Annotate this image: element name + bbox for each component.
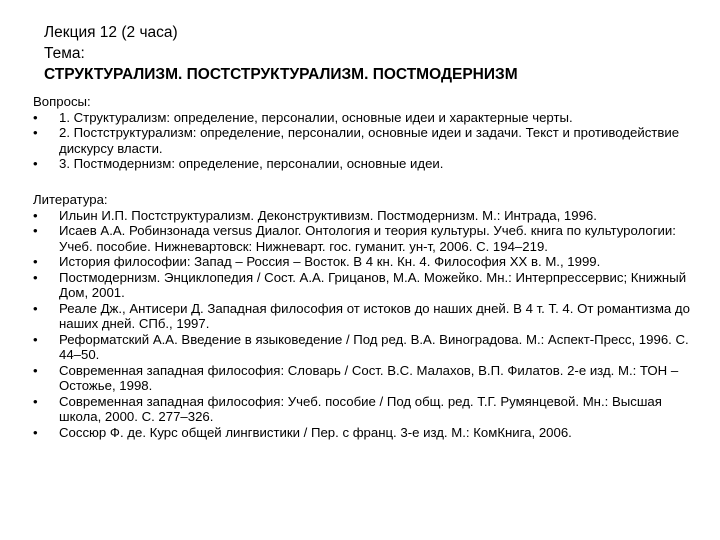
bullet-icon: • — [33, 254, 38, 269]
literature-text: Реале Дж., Антисери Д. Западная философия от истоков до наших дней. В 4 т. Т. 4. От романтизма до наших дней. СПб., 1997. — [59, 300, 690, 331]
question-item — [33, 156, 693, 172]
literature-text: Соссюр Ф. де. Курс общей лингвистики / Пер. с франц. 3-е изд. М.: КомКнига, 2006. — [59, 424, 572, 440]
bullet-icon: • — [33, 362, 38, 378]
question-item — [33, 125, 693, 156]
literature-item — [33, 223, 698, 254]
literature-text: Современная западная философия: Учеб. пособие / Под общ. ред. Т.Г. Румянцевой. Мн.: Высшая школа, 2000. С. 277–326. — [59, 393, 662, 424]
lecture-label: Лекция 12 (2 часа) — [44, 24, 178, 41]
bullet-icon: • — [33, 269, 38, 285]
questions-section — [33, 94, 693, 172]
question-text: 1. Структурализм: определение, персоналии, основные идеи и характерные черты. — [59, 109, 573, 125]
literature-text: Постмодернизм. Энциклопедия / Сост. А.А. Грицанов, М.А. Можейко. Мн.: Интерпрессервис; Книжный Дом, 2001. — [59, 269, 687, 300]
literature-text: Современная западная философия: Словарь / Сост. В.С. Малахов, В.П. Филатов. 2-е изд. М.: ТОН – Остожье, 1998. — [59, 362, 679, 393]
literature-title: Литература: — [33, 192, 108, 207]
literature-list — [33, 208, 698, 441]
bullet-icon: • — [33, 424, 38, 440]
bullet-icon: • — [33, 156, 38, 171]
bullet-icon: • — [33, 331, 38, 347]
literature-text: Ильин И.П. Постструктурализм. Деконструктивизм. Постмодернизм. М.: Интрада, 1996. — [59, 207, 597, 223]
literature-item — [33, 208, 698, 224]
bullet-icon: • — [33, 125, 38, 140]
literature-section — [33, 192, 698, 440]
question-text: 3. Постмодернизм: определение, персоналии, основные идеи. — [59, 156, 444, 171]
literature-item — [33, 425, 698, 441]
literature-item — [33, 254, 698, 270]
literature-text: Исаев А.А. Робинзонада versus Диалог. Онтология и теория культуры. Учеб. книга по культурологии: Учеб. пособие. Нижневартовск: Нижневарт. гос. гуманит. ун-т, 2006. С. 194–219. — [59, 223, 676, 254]
literature-text: Реформатский А.А. Введение в языковедение / Под ред. В.А. Виноградова. М.: Аспект-Пресс, 1996. С. 44–50. — [59, 331, 689, 362]
questions-list — [33, 110, 693, 172]
bullet-icon: • — [33, 207, 38, 223]
topic-label: Тема: — [44, 45, 85, 62]
title-block — [44, 22, 518, 85]
question-text: 2. Постструктурализм: определение, персоналии, основные идеи и задачи. Текст и противодействие дискурсу власти. — [59, 125, 680, 156]
literature-item — [33, 270, 698, 301]
bullet-icon: • — [33, 300, 38, 316]
bullet-icon: • — [33, 393, 38, 409]
literature-item — [33, 394, 698, 425]
bullet-icon: • — [33, 223, 38, 238]
bullet-icon: • — [33, 109, 38, 125]
lecture-heading: СТРУКТУРАЛИЗМ. ПОСТСТРУКТУРАЛИЗМ. ПОСТМОДЕРНИЗМ — [44, 66, 518, 83]
literature-item — [33, 332, 698, 363]
literature-text: История философии: Запад – Россия – Восток. В 4 кн. Кн. 4. Философия XX в. М., 1999. — [59, 254, 601, 269]
literature-item — [33, 301, 698, 332]
questions-title: Вопросы: — [33, 94, 91, 109]
literature-item — [33, 363, 698, 394]
question-item — [33, 110, 693, 126]
